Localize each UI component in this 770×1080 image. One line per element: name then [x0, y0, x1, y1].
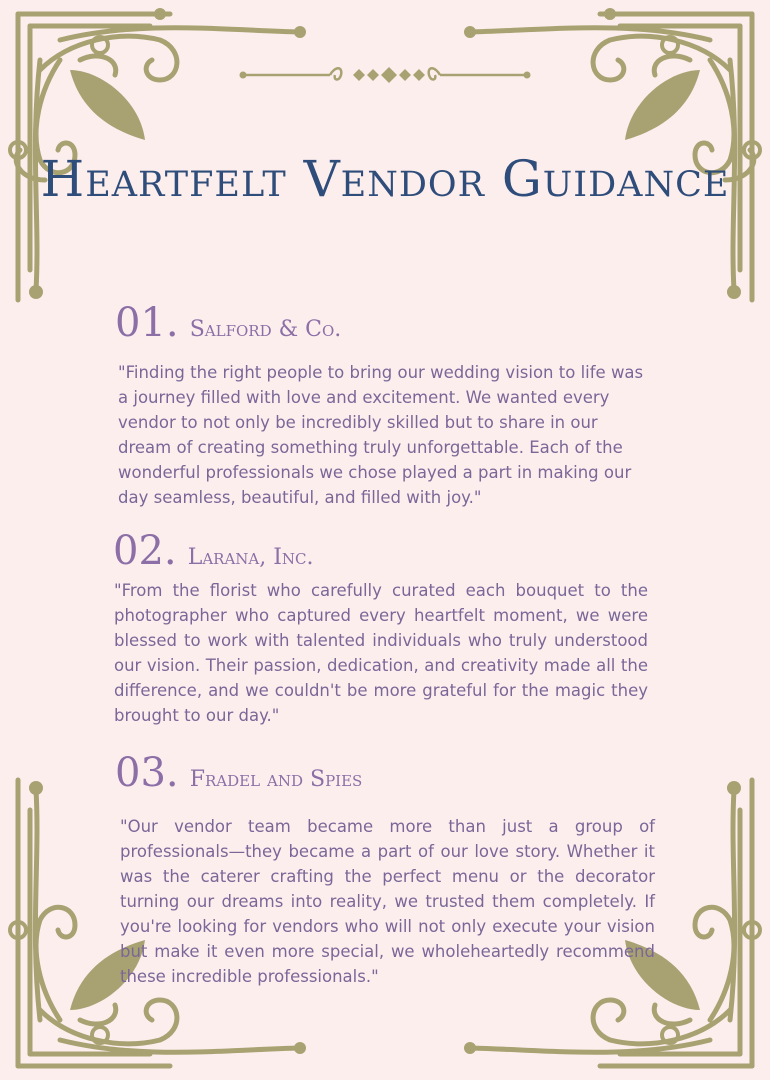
- section-name: Larana, Inc.: [187, 545, 314, 570]
- section-number: 01.: [115, 300, 179, 346]
- section-heading-2: [113, 528, 314, 574]
- page-title: Heartfelt Vendor Guidance: [40, 150, 730, 208]
- section-name: Fradel and Spies: [189, 767, 363, 792]
- divider-ornament: [235, 62, 535, 88]
- section-heading-3: [115, 750, 362, 796]
- section-name: Salford & Co.: [189, 317, 342, 342]
- section-paragraph-2: "From the florist who carefully curated each bouquet to the photographer who captured every heartfelt moment, we were blessed to work with talented individuals who truly understood our vision. Their passion, dedication, and creativity made all the difference, and we couldn't be more grateful for the magic they brought to our day.": [114, 581, 648, 725]
- section-paragraph-3: "Our vendor team became more than just a group of professionals—they became a part of our love story. Whether it was the caterer crafting the perfect menu or the decorator turning our dreams into reality, we trusted them completely. If you're looking for vendors who will not only execute your vision but make it even more special, we wholeheartedly recommend these incredible professionals.": [120, 817, 655, 986]
- section-number: 03.: [115, 750, 179, 796]
- section-number: 02.: [113, 528, 177, 574]
- section-heading-1: [115, 300, 341, 346]
- section-paragraph-1: "Finding the right people to bring our wedding vision to life was a journey filled with love and excitement. We wanted every vendor to not only be incredibly skilled but to share in our dream of creating something truly unforgettable. Each of the wonderful professionals we chose played a part in making our day seamless, beautiful, and filled with joy.": [118, 363, 644, 507]
